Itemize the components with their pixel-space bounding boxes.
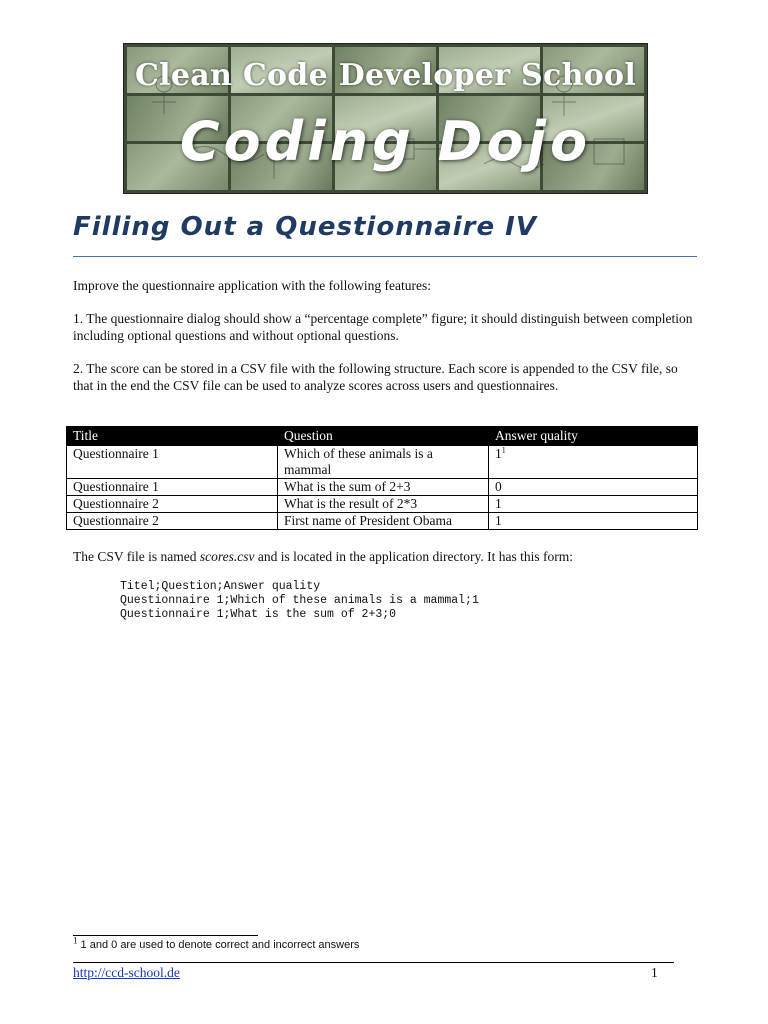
csv-text-after: and is located in the application directory. It has this form:	[254, 549, 574, 564]
title-divider	[73, 256, 697, 257]
table-row	[67, 513, 698, 530]
csv-description	[73, 548, 697, 565]
table-header-cell: Title	[67, 427, 278, 446]
footnote	[73, 935, 360, 952]
table-header-row	[67, 427, 698, 446]
csv-text-before: The CSV file is named	[73, 549, 200, 564]
footnote-divider	[73, 935, 258, 936]
footer-divider	[73, 962, 674, 963]
code-line: Questionnaire 1;Which of these animals is a mammal;1	[120, 594, 479, 607]
page-number: 1	[651, 965, 658, 980]
table-cell: Questionnaire 2	[67, 513, 278, 530]
banner-school-name: Clean Code Developer School	[134, 58, 637, 93]
header-banner	[123, 43, 648, 194]
code-line: Titel;Question;Answer quality	[120, 580, 321, 593]
table-cell: Which of these animals is a mammal	[278, 446, 489, 479]
table-cell: What is the sum of 2+3	[278, 479, 489, 496]
feature-two-paragraph: 2. The score can be stored in a CSV file with the following structure. Each score is appended to the CSV file, so that in the end the CSV file can be used to analyze scores across users and questionnaires.	[73, 361, 678, 393]
table-row	[67, 446, 698, 479]
score-table	[66, 426, 698, 530]
table-cell-value: 1	[495, 446, 502, 461]
table-cell: Questionnaire 1	[67, 479, 278, 496]
table-cell: First name of President Obama	[278, 513, 489, 530]
banner-dojo-title: Coding Dojo	[179, 110, 592, 173]
table-cell: 0	[489, 479, 698, 496]
table-cell	[489, 446, 698, 479]
footnote-text: 1 and 0 are used to denote correct and incorrect answers	[77, 939, 360, 951]
code-line: Questionnaire 1;What is the sum of 2+3;0	[120, 608, 397, 621]
table-cell: Questionnaire 1	[67, 446, 278, 479]
footnote-marker: 1	[73, 935, 78, 946]
table-row	[67, 496, 698, 513]
feature-one-paragraph: 1. The questionnaire dialog should show a “percentage complete” figure; it should distinguish between completion including optional questions and without optional questions.	[73, 311, 693, 343]
table-cell: Questionnaire 2	[67, 496, 278, 513]
csv-filename: scores.csv	[199, 549, 255, 564]
footnote-reference: 1	[501, 445, 506, 455]
table-header-cell: Question	[278, 427, 489, 446]
table-cell: 1	[489, 513, 698, 530]
table-row	[67, 479, 698, 496]
table-cell: 1	[489, 496, 698, 513]
page-title: Filling Out a Questionnaire IV	[73, 212, 537, 242]
footer-website-link[interactable]: http://ccd-school.de	[73, 965, 180, 980]
csv-code-sample	[120, 580, 479, 622]
table-header-cell: Answer quality	[489, 427, 698, 446]
table-cell: What is the result of 2*3	[278, 496, 489, 513]
intro-paragraph: Improve the questionnaire application with the following features:	[73, 278, 432, 293]
